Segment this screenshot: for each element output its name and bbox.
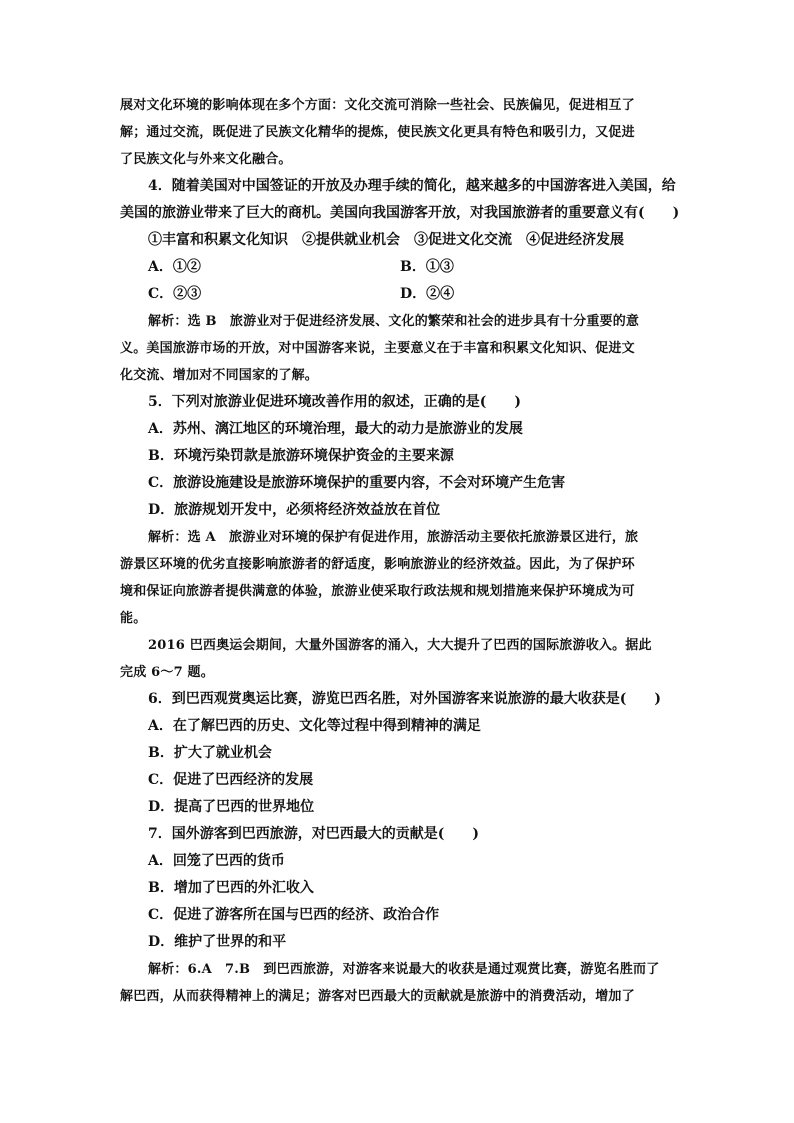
option-a: A．回笼了巴西的货币 <box>148 853 285 869</box>
explanation-line: 境和保证向旅游者提供满意的体验，旅游业使采取行政法规和规划措施来保护环境成为可 <box>120 584 635 599</box>
question-stem: 7．国外游客到巴西旅游，对巴西最大的贡献是( ) <box>148 826 479 842</box>
material-passage <box>120 632 680 686</box>
explanation-line: 解析：选 B 旅游业对于促进经济发展、文化的繁荣和社会的进步具有十分重要的意 <box>148 314 640 329</box>
option-row <box>120 281 680 308</box>
option-d: D．维护了世界的和平 <box>148 934 287 950</box>
question-stem: 6．到巴西观赏奥运比赛，游览巴西名胜，对外国游客来说旅游的最大收获是( ) <box>148 691 661 707</box>
document-content <box>120 92 680 1010</box>
option-b: B．①③ <box>400 259 454 275</box>
option-b: B．环境污染罚款是旅游环境保护资金的主要来源 <box>148 448 454 464</box>
option-a: A．苏州、漓江地区的环境治理，最大的动力是旅游业的发展 <box>148 421 523 437</box>
explanation-line: 解巴西，从而获得精神上的满足；游客对巴西最大的贡献就是旅游中的消费活动，增加了 <box>120 989 635 1004</box>
option-b: B．扩大了就业机会 <box>148 745 272 761</box>
option-a: A．①② <box>148 259 201 275</box>
question-items: ①丰富和积累文化知识 ②提供就业机会 ③促进文化交流 ④促进经济发展 <box>148 232 624 248</box>
explanation-line: 展对文化环境的影响体现在多个方面：文化交流可消除一些社会、民族偏见，促进相互了 <box>120 98 635 113</box>
option-b: B．增加了巴西的外汇收入 <box>148 880 314 896</box>
question-5 <box>120 389 680 632</box>
option-d: D．②④ <box>400 286 455 302</box>
option-c: C．②③ <box>148 286 202 302</box>
final-explanation <box>120 956 680 1010</box>
explanation-line: 解析：6.A 7.B 到巴西旅游，对游客来说最大的收获是通过观赏比赛，游览名胜而了 <box>148 962 660 977</box>
explanation-line: 游景区环境的优劣直接影响旅游者的舒适度，影响旅游业的经济效益。因此，为了保护环 <box>120 557 635 572</box>
option-d: D．提高了巴西的世界地位 <box>148 799 315 815</box>
option-c: C．促进了游客所在国与巴西的经济、政治合作 <box>148 907 440 923</box>
question-7 <box>120 821 680 956</box>
explanation-line: 义。美国旅游市场的开放，对中国游客来说，主要意义在于丰富和积累文化知识、促进文 <box>120 341 635 356</box>
option-c: C．促进了巴西经济的发展 <box>148 772 314 788</box>
question-stem: 美国的旅游业带来了巨大的商机。美国向我国游客开放，对我国旅游者的重要意义有( ) <box>120 205 680 221</box>
option-c: C．旅游设施建设是旅游环境保护的重要内容，不会对环境产生危害 <box>148 475 566 491</box>
option-row <box>120 254 680 281</box>
explanation-line: 解析：选 A 旅游业对环境的保护有促进作用，旅游活动主要依托旅游景区进行，旅 <box>148 530 639 545</box>
option-a: A．在了解巴西的历史、文化等过程中得到精神的满足 <box>148 718 481 734</box>
question-stem: 5．下列对旅游业促进环境改善作用的叙述，正确的是( ) <box>148 394 521 410</box>
option-d: D．旅游规划开发中，必须将经济效益放在首位 <box>148 502 441 518</box>
question-stem: 4．随着美国对中国签证的开放及办理手续的简化，越来越多的中国游客进入美国，给 <box>148 178 676 194</box>
question-6 <box>120 686 680 821</box>
explanation-line: 能。 <box>120 611 147 626</box>
explanation-line: 了民族文化与外来文化融合。 <box>120 152 292 167</box>
material-line: 完成 6～7 题。 <box>120 665 214 680</box>
question-4 <box>120 173 680 389</box>
explanation-line: 化交流、增加对不同国家的了解。 <box>120 368 319 383</box>
material-line: 2016 巴西奥运会期间，大量外国游客的涌入，大大提升了巴西的国际旅游收入。据此 <box>148 638 652 653</box>
previous-explanation <box>120 92 680 173</box>
explanation-line: 解；通过交流，既促进了民族文化精华的提炼，使民族文化更具有特色和吸引力，又促进 <box>120 125 635 140</box>
